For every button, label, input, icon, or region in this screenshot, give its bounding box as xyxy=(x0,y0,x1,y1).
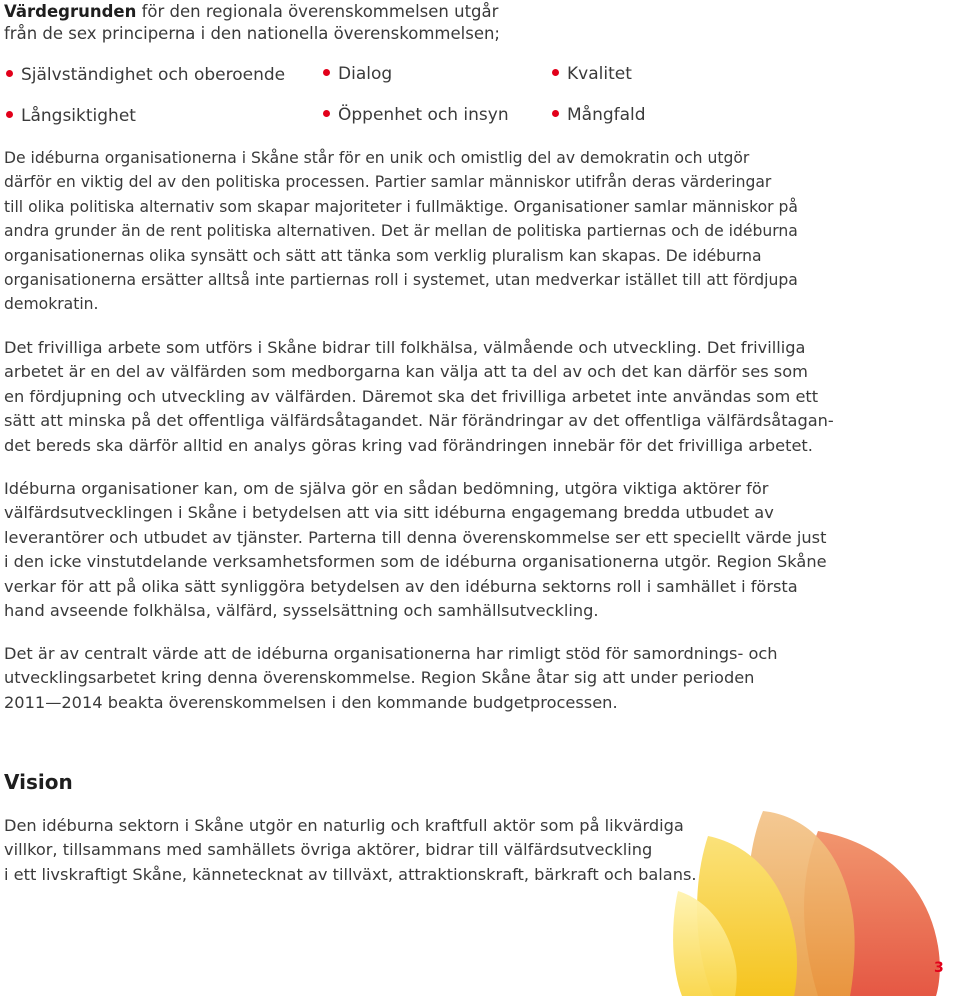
principle-item: Självständighet och oberoende xyxy=(6,64,285,86)
principle-item: Kvalitet xyxy=(552,63,632,85)
paragraph-democracy: De idéburna organisationerna i Skåne står för en unik och omistlig del av demokratin och utgör därför en viktig del av den politiska processen. Partier samlar människor utifrån deras värderingar till olika politiska alternativ som skapar majoriteter i fullmäktige. Organisationer samlar människor på andra grunder än de rent politiska alternativen. Det är mellan de politiska partiernas och de idéburna organisationernas olika synsätt och sätt att tänka som verklig pluralism kan skapas. De idéburna organisationerna ersätter alltså inte partiernas roll i systemet, utan medverkar istället till att fördjupa demokratin. xyxy=(4,149,798,314)
bullet-icon xyxy=(323,110,330,117)
principle-item: Öppenhet och insyn xyxy=(323,104,509,126)
intro-line-1: Värdegrunden för den regionala överenskommelsen utgår xyxy=(4,2,499,21)
paragraph-voluntary-work: Det frivilliga arbete som utförs i Skåne bidrar till folkhälsa, välmående och utveckling. Det frivilliga arbetet är en del av välfärden som medborgarna kan välja att ta del av och det kan därför ses som en fördjupning och utveckling av välfärden. Däremot ska det frivilliga arbetet inte användas som ett sätt att minska på det offentliga välfärdsåtagandet. När förändringar av det offentliga välfärdsåtagan- det bereds ska därför alltid en analys göras kring vad förändringen innebär för det frivilliga arbetet. xyxy=(4,338,834,455)
vision-text: Den idéburna sektorn i Skåne utgör en naturlig och kraftfull aktör som på likvärdiga villkor, tillsammans med samhällets övriga aktörer, bidrar till välfärdsutveckling i ett livskraftigt Skåne, kännetecknat av tillväxt, attraktionskraft, bärkraft och balans. xyxy=(4,816,697,884)
bullet-icon xyxy=(552,110,559,117)
bullet-icon xyxy=(552,69,559,76)
bullet-icon xyxy=(6,111,13,118)
paragraph-welfare-development: Idéburna organisationer kan, om de själva gör en sådan bedömning, utgöra viktiga aktörer för välfärdsutvecklingen i Skåne i betydelsen att via sitt idéburna engagemang bredda utbudet av leverantörer och utbudet av tjänster. Parterna till denna överenskommelse ser ett speciellt värde just i den icke vinstutdelande verksamhetsformen som de idéburna organisationerna utgör. Region Skåne verkar för att på olika sätt synliggöra betydelsen av den idéburna sektorns roll i samhället i första hand avseende folkhälsa, välfärd, sysselsättning och samhällsutveckling. xyxy=(4,479,827,621)
leaves-illustration xyxy=(668,796,960,996)
intro-line-2: från de sex principerna i den nationella överenskommelsen; xyxy=(4,24,500,43)
principle-item: Dialog xyxy=(323,63,392,85)
bullet-icon xyxy=(323,69,330,76)
bullet-icon xyxy=(6,70,13,77)
intro-text xyxy=(4,1,500,45)
page-number: 3 xyxy=(934,960,944,976)
paragraph-support: Det är av centralt värde att de idéburna organisationerna har rimligt stöd för samordnings- och utvecklingsarbetet kring denna överenskommelse. Region Skåne åtar sig att under perioden 2011—2014 beakta överenskommelsen i den kommande budgetprocessen. xyxy=(4,644,778,712)
vision-heading: Vision xyxy=(4,770,73,794)
principle-item: Långsiktighet xyxy=(6,105,136,127)
values-heading: Värdegrunden xyxy=(4,2,137,21)
principle-item: Mångfald xyxy=(552,104,646,126)
